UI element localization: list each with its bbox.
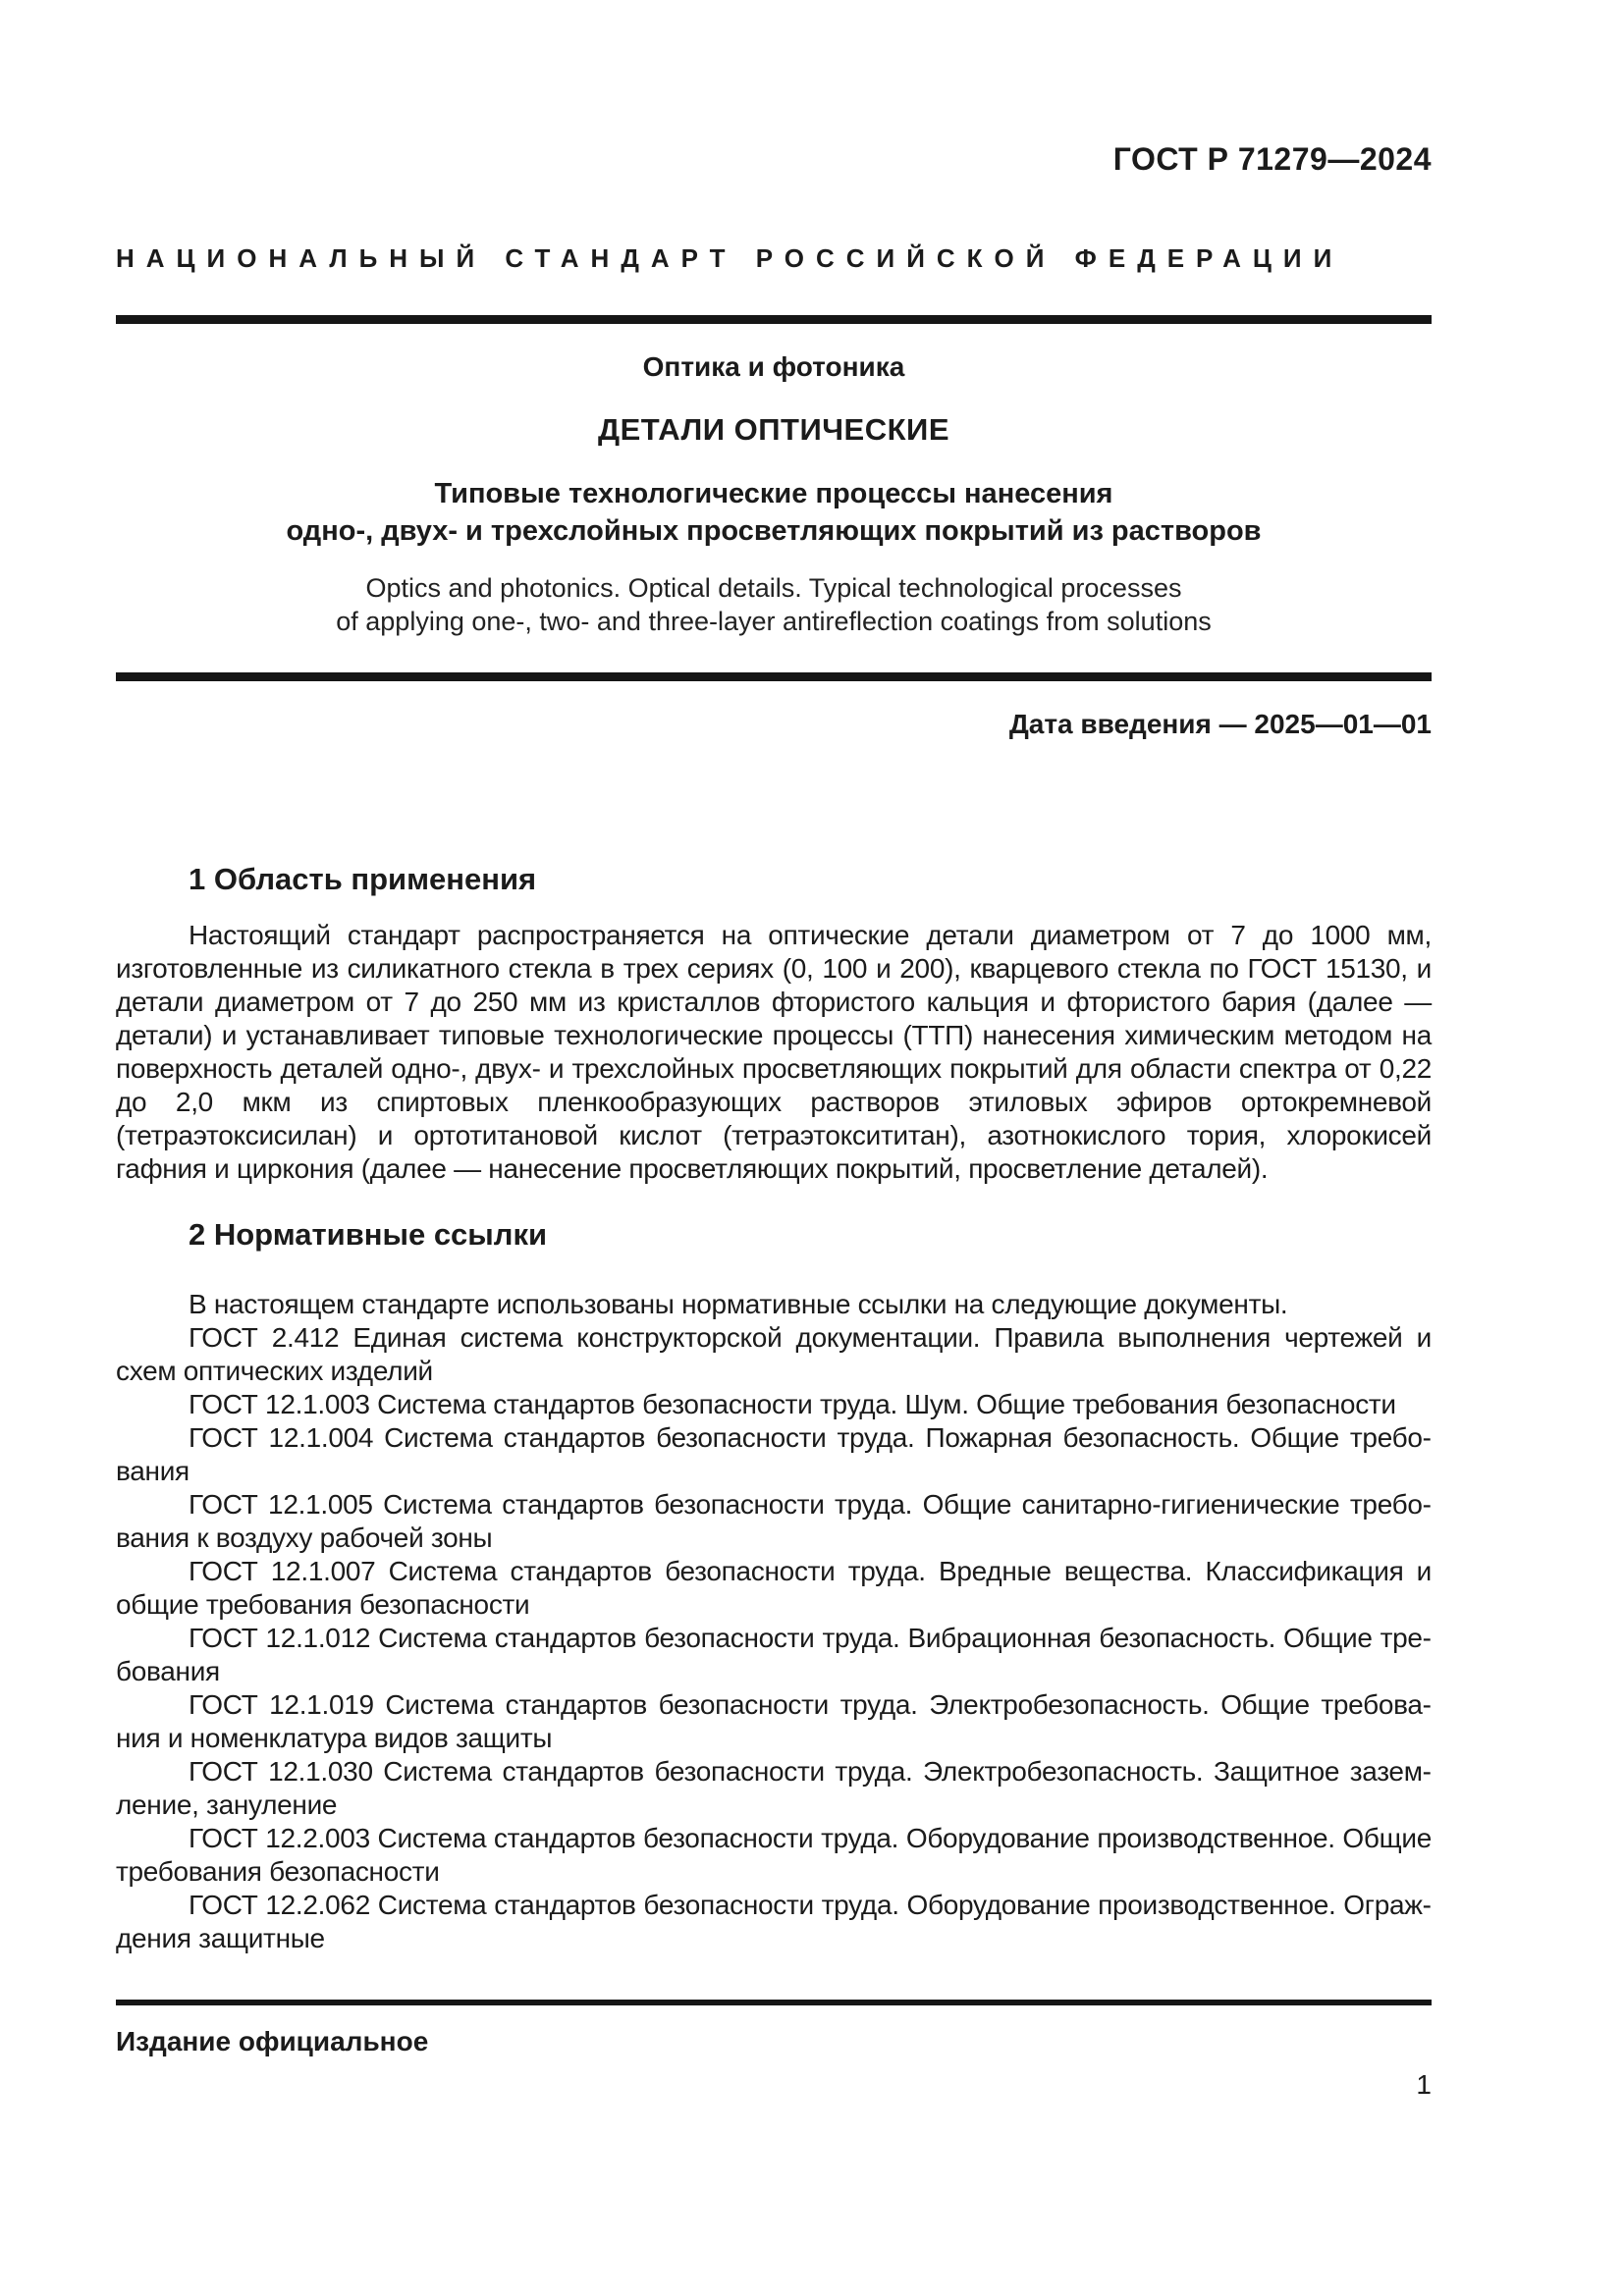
title-en-line-1: Optics and photonics. Optical details. Typical technological processes: [365, 573, 1182, 603]
reference-item: ГОСТ 12.1.005 Система стандартов безопасности труда. Общие санитарно-гигиенические требования к воздуху рабочей зоны: [116, 1489, 1432, 1553]
section-1-heading: 1 Область применения: [189, 862, 537, 896]
reference-item: ГОСТ 2.412 Единая система конструкторской документации. Правила выполнения чертежей и схем оптических изделий: [116, 1322, 1432, 1386]
divider-bar-top: [116, 315, 1432, 324]
document-title: ДЕТАЛИ ОПТИЧЕСКИЕ: [598, 412, 949, 447]
title-en-line-2: of applying one-, two- and three-layer antireflection coatings from solutions: [336, 607, 1212, 636]
document-subtitle: [116, 475, 1432, 550]
effective-date: Дата введения — 2025—01—01: [1008, 709, 1432, 739]
subtitle-line-2: одно-, двух- и трехслойных просветляющих покрытий из растворов: [286, 515, 1262, 547]
references-intro: В настоящем стандарте использованы нормативные ссылки на следующие документы.: [189, 1289, 1288, 1319]
section-1-body: [116, 919, 1432, 1186]
reference-item: ГОСТ 12.1.003 Система стандартов безопасности труда. Шум. Общие требования безопасности: [189, 1389, 1396, 1419]
subtitle-line-1: Типовые технологические процессы нанесения: [434, 478, 1113, 509]
reference-item: ГОСТ 12.1.007 Система стандартов безопасности труда. Вредные вещества. Классификация и общие требования безопасности: [116, 1556, 1432, 1620]
reference-item: ГОСТ 12.1.004 Система стандартов безопасности труда. Пожарная безопасность. Общие требования: [116, 1422, 1432, 1486]
divider-bar-title: [116, 672, 1432, 681]
document-title-english: [116, 571, 1432, 638]
page-number: 1: [1416, 2069, 1432, 2100]
scope-paragraph: Настоящий стандарт распространяется на оптические детали диаметром от 7 до 1000 мм, изготовленные из силикатного стекла в трех сериях (0, 100 и 200), кварцевого стекла по ГОСТ 15130, и детали диаметром от 7 до 250 мм из кристаллов фтористого кальция и фтористого бария (далее — детали) и устанавливает типовые технологические процессы (ТТП) нанесения химическим методом на поверхность деталей одно-, двух- и трехслойных просветляющих покрытий для области спектра от 0,22 до 2,0 мкм из спиртовых пленкообразующих растворов этиловых эфиров ортокремневой (тетраэтоксисилан) и ортотитановой кислот (тетраэтоксититан), азотнокислого тория, хлорокисей гафния и циркония (далее — нанесение просветляющих покрытий, просветление деталей).: [116, 920, 1432, 1184]
reference-item: ГОСТ 12.2.062 Система стандартов безопасности труда. Оборудование производственное. Ограждения защитные: [116, 1890, 1432, 1953]
section-2-body: [116, 1288, 1432, 1955]
footer-divider: [116, 2000, 1432, 2005]
doc-number: ГОСТ Р 71279—2024: [1112, 141, 1432, 177]
edition-note: Издание официальное: [116, 2026, 429, 2056]
reference-item: ГОСТ 12.1.019 Система стандартов безопасности труда. Электробезопасность. Общие требования и номенклатура видов защиты: [116, 1689, 1432, 1753]
standard-type-heading: НАЦИОНАЛЬНЫЙ СТАНДАРТ РОССИЙСКОЙ ФЕДЕРАЦИИ: [116, 243, 1344, 273]
reference-item: ГОСТ 12.1.012 Система стандартов безопасности труда. Вибрационная безопасность. Общие требования: [116, 1623, 1432, 1686]
subject-line: Оптика и фотоника: [642, 351, 905, 382]
reference-item: ГОСТ 12.2.003 Система стандартов безопасности труда. Оборудование производственное. Общие требования безопасности: [116, 1823, 1432, 1887]
section-2-heading: 2 Нормативные ссылки: [189, 1217, 548, 1252]
reference-item: ГОСТ 12.1.030 Система стандартов безопасности труда. Электробезопасность. Защитное заземление, зануление: [116, 1756, 1432, 1820]
